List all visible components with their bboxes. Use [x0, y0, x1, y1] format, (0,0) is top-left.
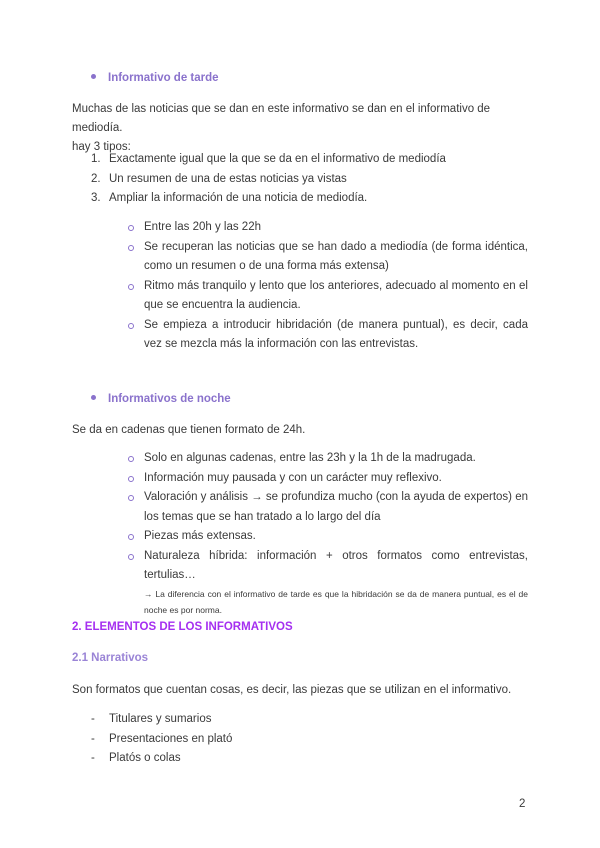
section-title: 2. ELEMENTOS DE LOS INFORMATIVOS [72, 621, 293, 633]
dash-list [91, 710, 491, 769]
list-item: - Titulares y sumarios [91, 713, 212, 725]
list-item: Valoración y análisis → se profundiza mucho (con la ayuda de expertos) en los temas que se han tratado a lo largo del día [128, 488, 528, 527]
circle-bullet-icon [128, 476, 134, 482]
paragraph-noche-intro: Se da en cadenas que tienen formato de 24h. [72, 424, 306, 436]
list-item: 3. Ampliar la información de una noticia de mediodía. [91, 192, 368, 204]
paragraph-tarde-intro: Muchas de las noticias que se dan en este informativo se dan en el informativo de mediodía. hay 3 tipos: [72, 103, 491, 153]
note-text: → La diferencia con el informativo de tarde es que la hibridación se da de manera puntual, es el de noche es por norma. [144, 588, 528, 615]
list-item: Piezas más extensas. [128, 527, 528, 547]
list-item: Se recuperan las noticias que se han dado a mediodía (de forma idéntica, como un resumen o de una forma más extensa) [128, 238, 528, 277]
list-item: Se empieza a introducir hibridación (de manera puntual), es decir, cada vez se mezcla más la información con las entrevistas. [128, 316, 528, 355]
circle-bullet-icon [128, 534, 134, 540]
circle-bullet-icon [128, 495, 134, 501]
circle-bullet-icon [128, 284, 134, 290]
list-item: 1. Exactamente igual que la que se da en el informativo de mediodía [91, 153, 446, 165]
subsection-title: 2.1 Narrativos [72, 652, 149, 664]
circle-bullet-icon [128, 456, 134, 462]
bullet-dot-icon [91, 74, 96, 79]
list-item: Naturaleza híbrida: información + otros formatos como entrevistas, tertulias… [128, 547, 528, 586]
bullet-heading-noche [91, 393, 231, 405]
list-item: Solo en algunas cadenas, entre las 23h y la 1h de la madrugada. [128, 449, 528, 469]
heading-noche: Informativos de noche [108, 393, 231, 405]
bullet-list-noche [128, 449, 528, 618]
list-item: - Platós o colas [91, 752, 181, 764]
list-item: Ritmo más tranquilo y lento que los anteriores, adecuado al momento en el que se encuentra la audiencia. [128, 277, 528, 316]
list-item: 2. Un resumen de una de estas noticias ya vistas [91, 172, 347, 185]
circle-bullet-icon [128, 225, 134, 231]
circle-bullet-icon [128, 554, 134, 560]
bullet-heading-tarde [91, 72, 219, 84]
circle-bullet-icon [128, 245, 134, 251]
circle-bullet-icon [128, 323, 134, 329]
list-item: Entre las 20h y las 22h [128, 218, 528, 238]
paragraph-elementos-intro: Son formatos que cuentan cosas, es decir, las piezas que se utilizan en el informativo. [72, 684, 512, 696]
page-number: 2 [519, 798, 526, 810]
numbered-list-types [91, 150, 531, 209]
list-item: Información muy pausada y con un carácter muy reflexivo. [128, 469, 528, 489]
list-item: - Presentaciones en plató [91, 732, 233, 745]
bullet-dot-icon [91, 395, 96, 400]
bullet-list-tarde [128, 218, 528, 355]
heading-tarde: Informativo de tarde [108, 72, 219, 84]
